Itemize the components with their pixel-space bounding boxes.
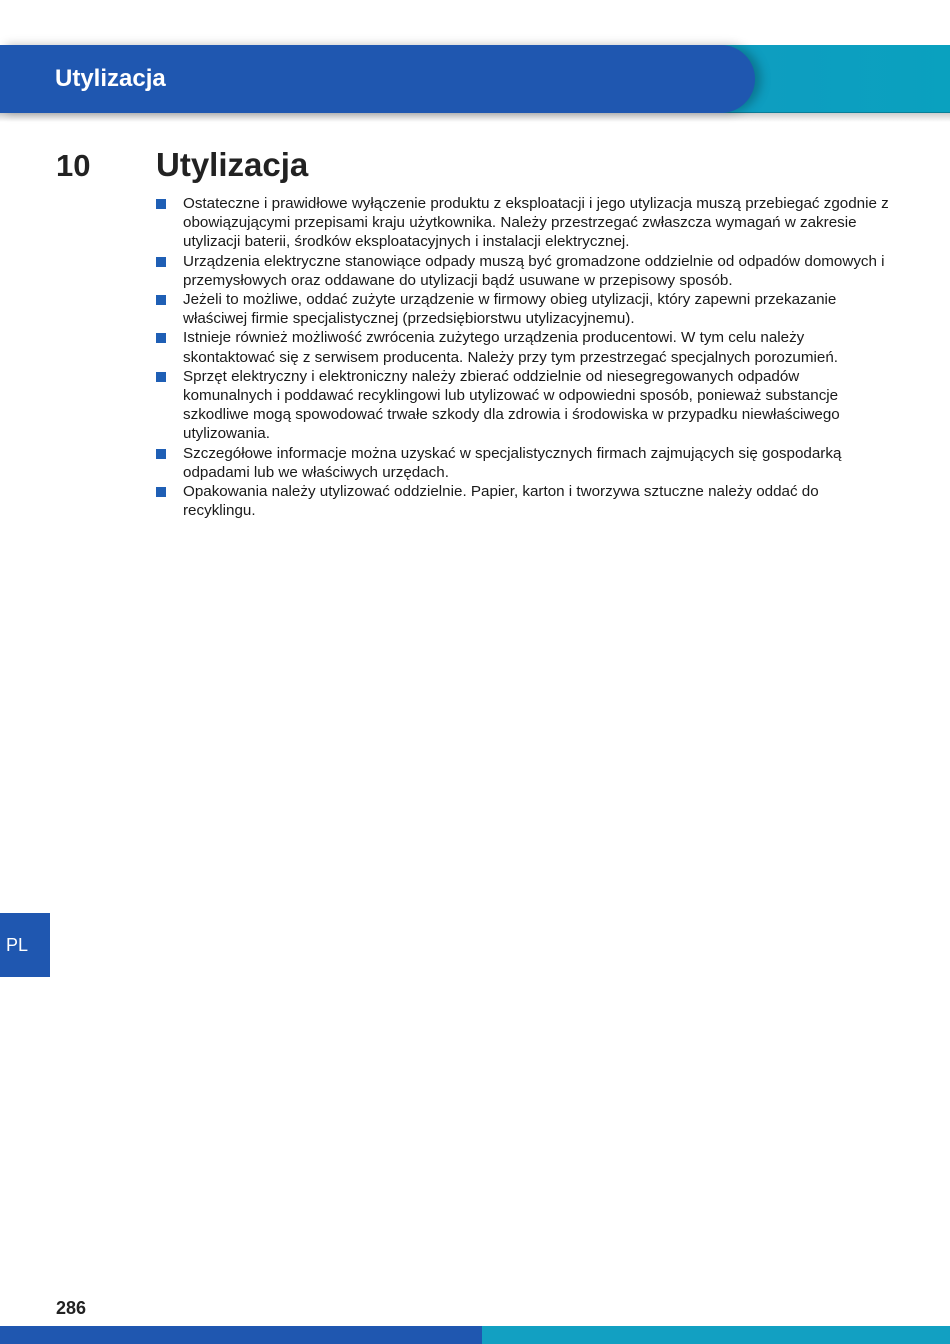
header-title: Utylizacja xyxy=(55,65,166,92)
list-item-text: Sprzęt elektryczny i elektroniczny należy zbierać oddzielnie od niesegregowanych odpadów komunalnych i poddawać recyklingowi lub utylizować w odpowiedni sposób, ponieważ substancje szkodliwe mogą spowodować trwałe szkody dla zdrowia i środowiska w przypadku niewłaściwego utylizowania. xyxy=(183,367,840,443)
list-item-text: Ostateczne i prawidłowe wyłączenie produktu z eksploatacji i jego utylizacja muszą przebiegać zgodnie z obowiązującymi przepisami kraju użytkownika. Należy przestrzegać zwłaszcza wymagań w zakresie utylizacji baterii, środków eksploatacyjnych i instalacji elektrycznej. xyxy=(183,195,889,251)
list-item xyxy=(156,290,891,328)
list-item xyxy=(156,194,891,252)
square-bullet-icon xyxy=(156,333,166,343)
square-bullet-icon xyxy=(156,449,166,459)
list-item-text: Urządzenia elektryczne stanowiące odpady muszą być gromadzone oddzielnie od odpadów domowych i przemysłowych oraz oddawane do utylizacji bądź usuwane w przepisowy sposób. xyxy=(183,252,885,289)
list-item xyxy=(156,482,891,520)
section-number: 10 xyxy=(56,148,91,183)
list-item xyxy=(156,252,891,290)
list-item-text: Jeżeli to możliwe, oddać zużyte urządzenie w firmowy obieg utylizacji, który zapewni przekazanie właściwej firmie specjalistycznej (przedsiębiorstwu utylizacyjnemu). xyxy=(183,291,837,328)
footer-band-cyan xyxy=(482,1326,950,1344)
page-number: 286 xyxy=(56,1298,87,1318)
square-bullet-icon xyxy=(156,372,166,382)
header-shadow xyxy=(0,112,950,122)
footer-band-blue xyxy=(0,1326,482,1344)
square-bullet-icon xyxy=(156,199,166,209)
square-bullet-icon xyxy=(156,487,166,497)
section-title: Utylizacja xyxy=(156,146,309,183)
list-item xyxy=(156,444,891,482)
list-item-text: Opakowania należy utylizować oddzielnie. Papier, karton i tworzywa sztuczne należy oddać do recyklingu. xyxy=(183,483,819,520)
list-item-text: Istnieje również możliwość zwrócenia zużytego urządzenia producentowi. W tym celu należy skontaktować się z serwisem producenta. Należy przy tym przestrzegać specjalnych porozumień. xyxy=(183,329,839,366)
list-item xyxy=(156,367,891,444)
square-bullet-icon xyxy=(156,295,166,305)
bullet-list xyxy=(156,194,891,520)
list-item-text: Szczegółowe informacje można uzyskać w specjalistycznych firmach zajmujących się gospodarką odpadami lub we właściwych urzędach. xyxy=(183,444,842,481)
list-item xyxy=(156,328,891,366)
square-bullet-icon xyxy=(156,257,166,267)
language-label: PL xyxy=(6,935,29,955)
